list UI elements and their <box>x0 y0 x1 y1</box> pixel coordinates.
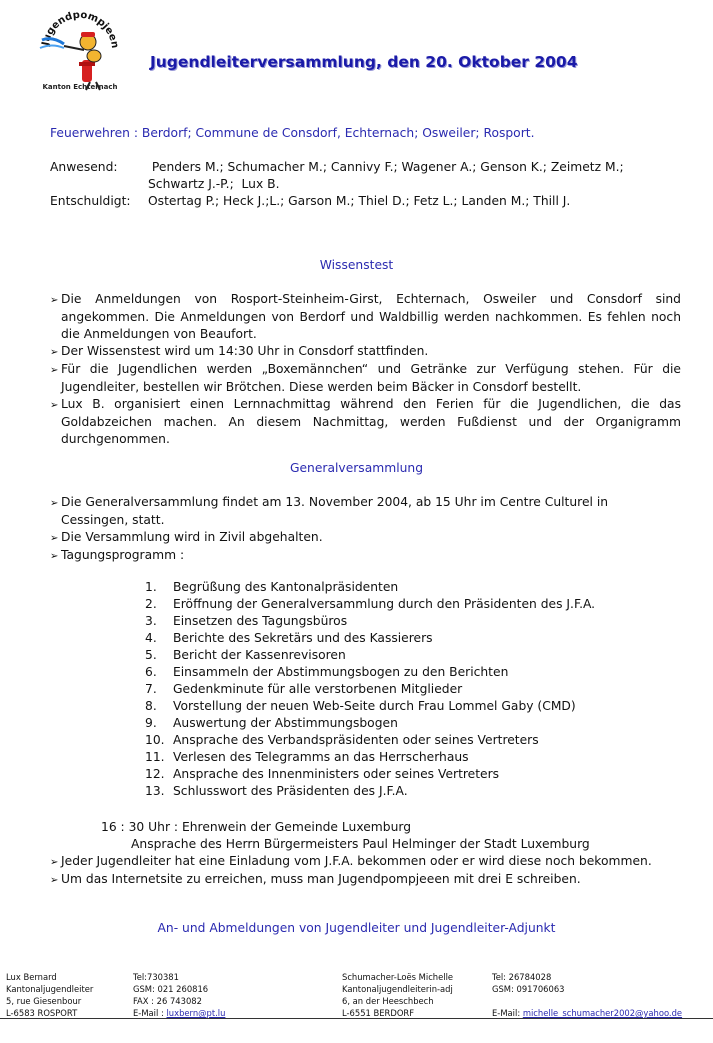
program-item-number: 11. <box>145 750 165 764</box>
list-item: ➢ Die Anmeldungen von Rosport-Steinheim-Girst, Echternach, Osweiler und Consdorf sind angekommen. Die Anmeldungen von Berdorf und Waldbillig werden nachkommen. Es fehlen noch die Anmeldungen von Beaufort. <box>50 292 681 341</box>
wissenstest-heading: Wissenstest <box>319 258 394 272</box>
program-item-text: Eröffnung der Generalversammlung durch den Präsidenten des J.F.A. <box>173 597 596 611</box>
list-item: ➢ Die Generalversammlung findet am 13. November 2004, ab 15 Uhr im Centre Culturel in Cessingen, statt. <box>50 495 609 527</box>
bullet-arrow-icon: ➢ <box>50 295 59 306</box>
footer-divider <box>0 1018 713 1019</box>
program-item <box>145 681 595 698</box>
feuerwehren-line: Feuerwehren : Berdorf; Commune de Consdorf, Echternach; Osweiler; Rosport. <box>50 126 535 140</box>
anwesend-line2: Schwartz J.-P.; Lux B. <box>148 177 280 191</box>
svg-text:Jugendpompjeen: Jugendpompjeen <box>40 10 121 50</box>
wissenstest-list <box>50 291 681 448</box>
program-item <box>145 630 595 647</box>
program-item <box>145 715 595 732</box>
program-item-number: 4. <box>145 631 157 645</box>
program-item-text: Berichte des Sekretärs und des Kassierers <box>173 631 433 645</box>
program-item-text: Auswertung der Abstimmungsbogen <box>173 716 398 730</box>
program-item-text: Einsammeln der Abstimmungsbogen zu den Berichten <box>173 665 509 679</box>
jugendpompjeen-logo <box>38 10 122 94</box>
program-item-number: 6. <box>145 665 157 679</box>
program-item-text: Einsetzen des Tagungsbüros <box>173 614 348 628</box>
list-item: ➢ Tagungsprogramm : <box>50 547 660 565</box>
footer-col-schumacher: Schumacher-Loës Michelle Kantonaljugendleiterin-adj 6, an der Heeschbech L-6551 BERDORF <box>342 972 454 1018</box>
footer-col-lux: Lux Bernard Kantonaljugendleiter 5, rue Giesenbour L-6583 ROSPORT <box>6 972 94 1018</box>
ehrenwein-line: 16 : 30 Uhr : Ehrenwein der Gemeinde Luxemburg <box>101 820 412 834</box>
program-item-number: 12. <box>145 767 165 781</box>
footer-col-lux-contact: Tel:730381 GSM: 021 260816 FAX : 26 743082 E-Mail : luxbern@pt.lu <box>133 972 226 1018</box>
program-item-number: 7. <box>145 682 157 696</box>
anwesend-label: Anwesend: <box>50 160 118 174</box>
program-item <box>145 698 595 715</box>
program-item <box>145 664 595 681</box>
program-item-number: 1. <box>145 580 157 594</box>
program-item-number: 10. <box>145 733 165 747</box>
generalversammlung-list <box>50 494 660 565</box>
closing-heading: An- und Abmeldungen von Jugendleiter und Jugendleiter-Adjunkt <box>157 921 556 935</box>
program-item <box>145 749 595 766</box>
program-item-number: 9. <box>145 716 157 730</box>
list-item: ➢ Für die Jugendlichen werden „Boxemännchen“ und Getränke zur Verfügung stehen. Für die Jugendleiter, bestellen wir Brötchen. Diese werden beim Bäcker in Consdorf bestellt. <box>50 362 681 394</box>
page-title: Jugendleiterversammlung, den 20. Oktober 2004 <box>150 53 578 71</box>
bullet-arrow-icon: ➢ <box>50 400 59 411</box>
program-item-text: Begrüßung des Kantonalpräsidenten <box>173 580 399 594</box>
anwesend-line1: Penders M.; Schumacher M.; Cannivy F.; Wagener A.; Genson K.; Zeimetz M.; <box>148 160 624 174</box>
final-list <box>50 853 681 889</box>
bullet-arrow-icon: ➢ <box>50 365 59 376</box>
entschuldigt-value: Ostertag P.; Heck J.;L.; Garson M.; Thiel D.; Fetz L.; Landen M.; Thill J. <box>148 194 571 208</box>
list-item: ➢ Die Versammlung wird in Zivil abgehalten. <box>50 529 660 547</box>
ansprache-line: Ansprache des Herrn Bürgermeisters Paul Helminger der Stadt Luxemburg <box>131 837 590 851</box>
program-item <box>145 783 595 800</box>
list-item: ➢ Lux B. organisiert einen Lernnachmittag während den Ferien für die Jugendlichen, die das Goldabzeichen machen. An diesem Nachmittag, werden Fußdienst und der Organigramm durchgenommen. <box>50 397 681 446</box>
program-item <box>145 579 595 596</box>
bullet-arrow-icon: ➢ <box>50 533 59 544</box>
program-item-number: 13. <box>145 784 165 798</box>
bullet-arrow-icon: ➢ <box>50 498 59 509</box>
program-item-number: 5. <box>145 648 157 662</box>
program-item-number: 2. <box>145 597 157 611</box>
program-item <box>145 766 595 783</box>
bullet-arrow-icon: ➢ <box>50 875 59 886</box>
email-link-lux[interactable]: luxbern@pt.lu <box>166 1008 226 1018</box>
bullet-arrow-icon: ➢ <box>50 347 59 358</box>
program-item <box>145 596 596 613</box>
list-item: ➢ Um das Internetsite zu erreichen, muss man Jugendpompjeeen mit drei E schreiben. <box>50 871 681 889</box>
program-item-text: Bericht der Kassenrevisoren <box>173 648 346 662</box>
list-item: ➢ Der Wissenstest wird um 14:30 Uhr in Consdorf stattfinden. <box>50 343 681 361</box>
logo-caption: Kanton Echternach <box>42 83 118 91</box>
email-link-schumacher[interactable]: michelle_schumacher2002@yahoo.de <box>522 1008 683 1018</box>
bullet-arrow-icon: ➢ <box>50 857 59 868</box>
tagungsprogramm-list <box>145 579 596 800</box>
program-item-text: Schlusswort des Präsidenten des J.F.A. <box>173 784 408 798</box>
attendance-block <box>0 159 713 211</box>
program-item-text: Ansprache des Verbandspräsidenten oder seines Vertreters <box>173 733 539 747</box>
program-item-text: Vorstellung der neuen Web-Seite durch Frau Lommel Gaby (CMD) <box>173 699 576 713</box>
footer-col-schumacher-contact: Tel: 26784028 GSM: 091706063 E-Mail: michelle_schumacher2002@yahoo.de <box>492 972 683 1018</box>
program-item-text: Verlesen des Telegramms an das Herrscherhaus <box>173 750 469 764</box>
generalversammlung-heading: Generalversammlung <box>289 461 424 475</box>
program-item <box>145 613 595 630</box>
program-item <box>145 732 595 749</box>
program-item-text: Ansprache des Innenministers oder seines Vertreters <box>173 767 500 781</box>
program-item-number: 3. <box>145 614 157 628</box>
program-item-text: Gedenkminute für alle verstorbenen Mitglieder <box>173 682 463 696</box>
program-item-number: 8. <box>145 699 157 713</box>
list-item: ➢ Jeder Jugendleiter hat eine Einladung vom J.F.A. bekommen oder er wird diese noch bekommen. <box>50 853 681 871</box>
entschuldigt-label: Entschuldigt: <box>50 194 131 208</box>
program-item <box>145 647 595 664</box>
bullet-arrow-icon: ➢ <box>50 551 59 562</box>
